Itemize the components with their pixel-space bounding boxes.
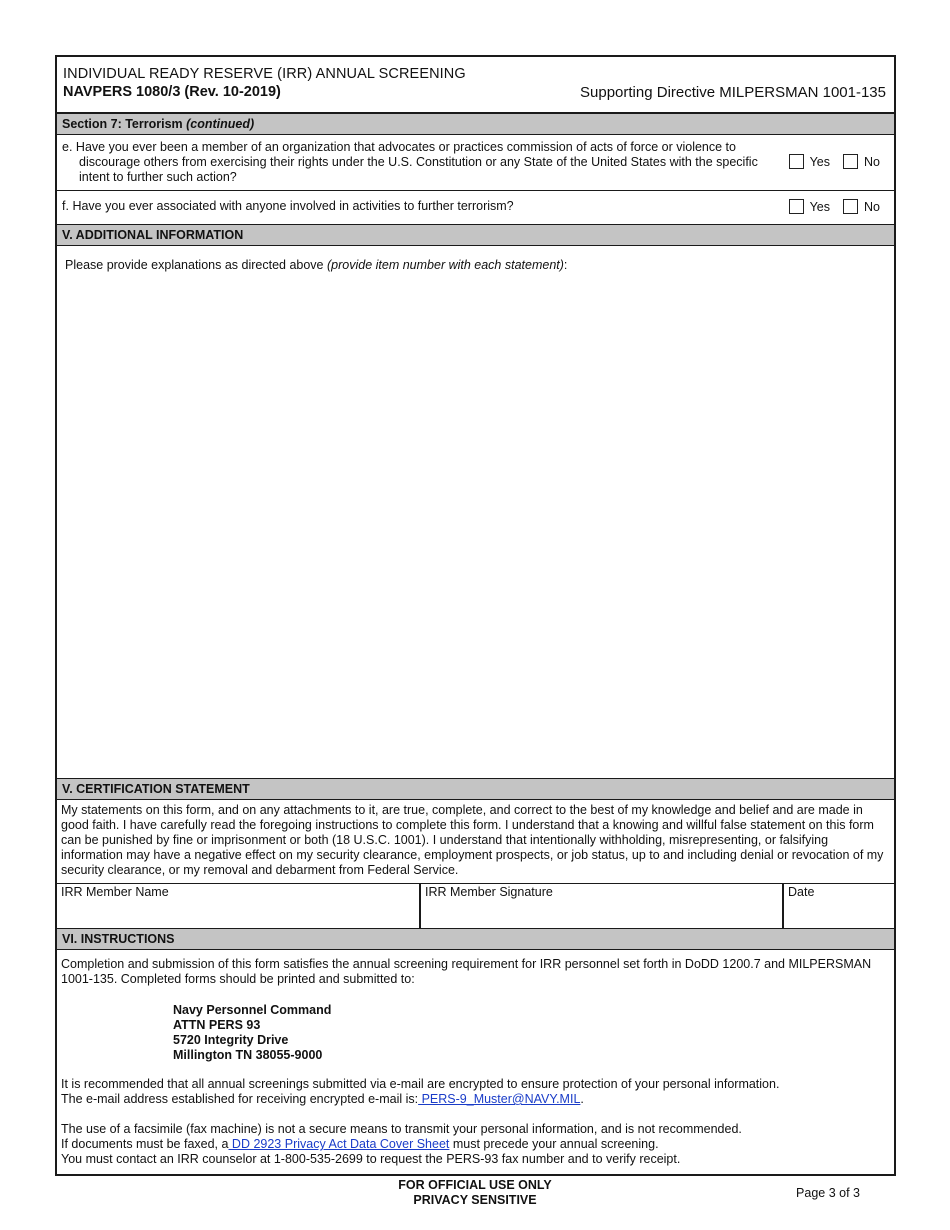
question-e-answer (789, 154, 880, 169)
question-f-yes-checkbox[interactable] (789, 199, 804, 214)
address-line1: Navy Personnel Command (173, 1003, 332, 1017)
address-line2: ATTN PERS 93 (173, 1018, 261, 1032)
question-e-prefix: e. (62, 140, 73, 154)
additional-info-section (57, 248, 894, 779)
section-7-label: Section 7: Terrorism (62, 117, 183, 131)
instructions-header: VI. INSTRUCTIONS (57, 929, 894, 950)
date-label: Date (788, 885, 815, 899)
instructions-para2 (61, 1077, 890, 1107)
additional-info-prompt-text: Please provide explanations as directed above (65, 258, 324, 272)
form-number: NAVPERS 1080/3 (Rev. 10-2019) (63, 84, 281, 100)
email-recommendation: It is recommended that all annual screenings submitted via e-mail are encrypted to ensure protection of your personal information. (61, 1077, 780, 1091)
fax-warning: The use of a facsimile (fax machine) is not a secure means to transmit your personal information, and is not recommended. (61, 1122, 742, 1136)
instructions-para3 (61, 1122, 890, 1167)
question-f (57, 191, 894, 225)
question-f-no-label: No (864, 199, 880, 214)
question-e-line1: Have you ever been a member of an organization that advocates or practices commission of acts of force or violence to (75, 140, 736, 154)
dd2923-link[interactable]: DD 2923 Privacy Act Data Cover Sheet (228, 1137, 450, 1151)
fax-cover-end: must precede your annual screening. (449, 1137, 659, 1151)
certification-header: V. CERTIFICATION STATEMENT (57, 779, 894, 800)
mailing-address (173, 1003, 331, 1063)
member-signature-label: IRR Member Signature (425, 885, 553, 899)
address-line4: Millington TN 38055-9000 (173, 1048, 323, 1062)
fax-cover-intro: If documents must be faxed, a (61, 1137, 229, 1151)
additional-info-prompt (65, 258, 567, 272)
certification-text: My statements on this form, and on any attachments to it, are true, complete, and correct to the best of my knowledge and belief and are made in good faith. I have carefully read the foregoing instructions to complete this form. I understand that a knowing and willful false statement on this form can be punished by fine or imprisonment or both (18 U.S.C. 1001). I understand that intentionally withholding, misrepresenting, or falsifying information may have a negative effect on my security clearance, employment prospects, or job status, up to and including denial or revocation of my security clearance, or my removal and debarment from Federal Service. (61, 803, 884, 877)
additional-info-header: V. ADDITIONAL INFORMATION (57, 225, 894, 246)
screening-form (55, 55, 896, 1176)
member-name-label: IRR Member Name (61, 885, 169, 899)
form-header (57, 57, 894, 114)
question-f-line1: Have you ever associated with anyone involved in activities to further terrorism? (72, 199, 514, 213)
question-f-yes-label: Yes (809, 199, 831, 214)
section-7-label-suffix: (continued) (186, 117, 255, 131)
fax-contact-line: You must contact an IRR counselor at 1-800-535-2699 to request the PERS-93 fax number and to verify receipt. (61, 1152, 681, 1166)
section-7-header (57, 114, 894, 135)
question-e-text (62, 140, 758, 185)
signature-row (57, 883, 894, 929)
question-e-line2: discourage others from exercising their rights under the U.S. Constitution or any State of the United States with the specific (79, 155, 758, 169)
additional-info-prompt-end: : (563, 258, 568, 272)
fouo-marking: FOR OFFICIAL USE ONLY (398, 1178, 552, 1192)
privacy-marking: PRIVACY SENSITIVE (413, 1193, 537, 1207)
fax-cover-line (61, 1137, 890, 1152)
question-e (57, 136, 894, 191)
instructions-para1: Completion and submission of this form satisfies the annual screening requirement for IRR personnel set forth in DoDD 1200.7 and MILPERSMAN 1001-135. Completed forms should be printed and submitted to: (61, 957, 872, 986)
question-f-text (62, 199, 514, 214)
address-line3: 5720 Integrity Drive (173, 1033, 289, 1047)
question-f-prefix: f. (62, 199, 69, 213)
question-e-line3: intent to further such action? (79, 170, 237, 184)
question-f-no-checkbox[interactable] (843, 199, 858, 214)
date-field[interactable] (784, 884, 894, 928)
question-f-answer (789, 199, 880, 214)
question-e-yes-label: Yes (809, 154, 831, 169)
email-address-intro: The e-mail address established for receiving encrypted e-mail is: (61, 1092, 419, 1106)
additional-info-prompt-italic: (provide item number with each statement) (327, 258, 564, 272)
question-e-yes-checkbox[interactable] (789, 154, 804, 169)
member-signature-field[interactable] (421, 884, 782, 928)
additional-info-field[interactable] (61, 278, 893, 777)
member-name-field[interactable] (57, 884, 419, 928)
form-title: INDIVIDUAL READY RESERVE (IRR) ANNUAL SCREENING (63, 66, 466, 82)
question-e-no-label: No (864, 154, 880, 169)
email-link[interactable]: PERS-9_Muster@NAVY.MIL (418, 1092, 581, 1106)
question-e-no-checkbox[interactable] (843, 154, 858, 169)
supporting-directive: Supporting Directive MILPERSMAN 1001-135 (580, 84, 886, 101)
email-address-end: . (580, 1092, 584, 1106)
page-number: Page 3 of 3 (796, 1186, 860, 1200)
email-address-line (61, 1092, 890, 1107)
